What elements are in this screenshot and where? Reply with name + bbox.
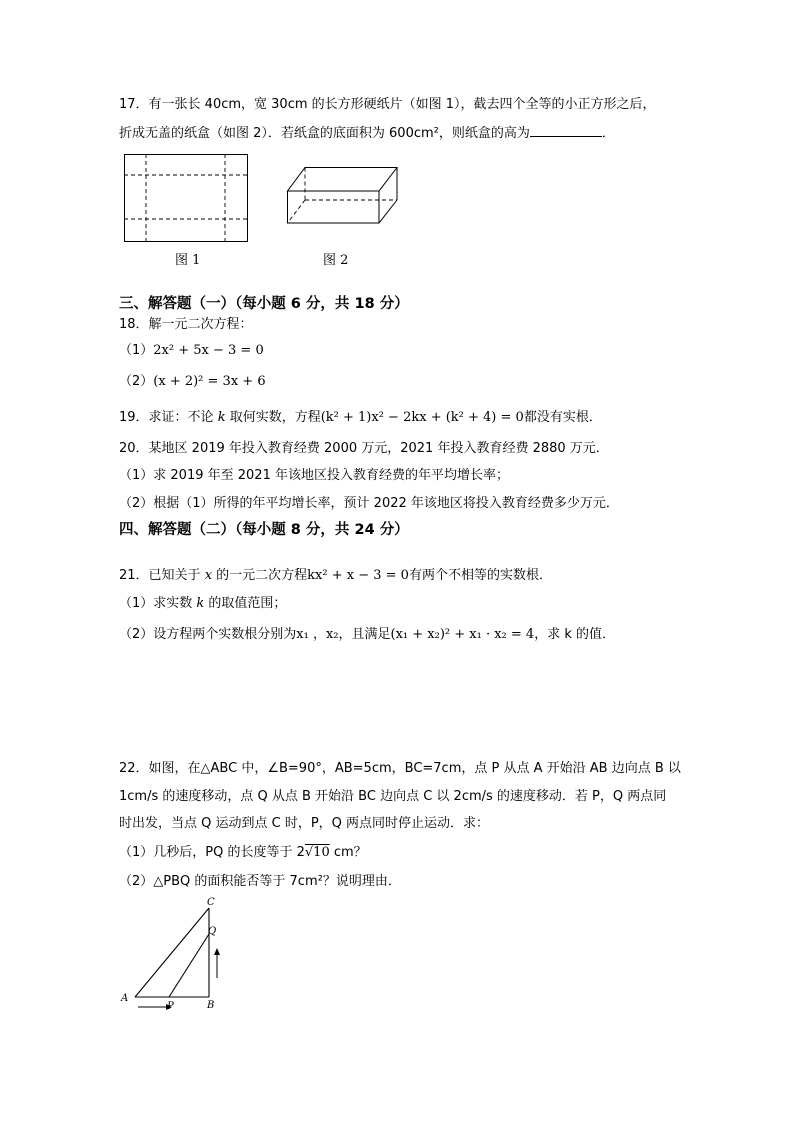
q22-label-Q: Q [208, 926, 217, 937]
q17-line2 [119, 124, 615, 143]
q21-x: x [204, 568, 213, 583]
q21-condition-equation: (x₁ + x₂)² + x₁ · x₂ = 4 [390, 627, 535, 642]
q22-sqrt: √10 [304, 845, 330, 860]
figure-2-caption: 图 2 [323, 253, 349, 268]
section-3-heading: 三、解答题（一）（每小题 6 分，共 18 分） [119, 296, 409, 312]
q22-line2: 1cm/s 的速度移动，点 Q 从点 B 开始沿 BC 边向点 C 以 2cm/s 的速度移动．若 P，Q 两点同 [119, 789, 667, 804]
answer-blank [530, 124, 602, 137]
q19-text [119, 409, 602, 427]
q19-k: k [217, 410, 226, 425]
q21-part1-k: k [196, 596, 205, 611]
q18-part1-equation: 2x² + 5x − 3 = 0 [153, 343, 264, 358]
q21-part1-start: （1）求实数 [119, 596, 197, 611]
q22-triangle-figure [118, 896, 228, 1016]
figure-1-cardboard [124, 154, 248, 242]
q21-part1-end: 的取值范围； [204, 596, 287, 611]
q22-part1-end: cm？ [329, 845, 367, 860]
q22-part2: （2）△PBQ 的面积能否等于 7cm²？说明理由． [119, 874, 401, 889]
q21-stem-end: 有两个不相等的实数根． [408, 568, 552, 583]
q21-part2-middle: ，且满足 [338, 627, 391, 642]
q21-stem [119, 567, 552, 585]
q20-stem: 20．某地区 2019 年投入教育经费 2000 万元，2021 年投入教育经费 2880 万元． [119, 441, 609, 456]
q22-label-C: C [207, 897, 215, 908]
q17-line1: 17．有一张长 40cm，宽 30cm 的长方形硬纸片（如图 1），截去四个全等的小正方形之后， [119, 97, 656, 112]
q21-stem-start: 21．已知关于 [119, 568, 205, 583]
q22-label-P: P [167, 1001, 174, 1012]
q21-stem-middle: 的一元二次方程 [212, 568, 308, 583]
q22-line3: 时出发，当点 Q 运动到点 C 时，P，Q 两点同时停止运动．求： [119, 816, 490, 831]
q18-part1-label: （1） [119, 343, 154, 358]
q20-part1: （1）求 2019 年至 2021 年该地区投入教育经费的年平均增长率； [119, 468, 509, 483]
q22-label-A: A [121, 993, 129, 1004]
q22-part1-start: （1）几秒后，PQ 的长度等于 2 [119, 845, 305, 860]
q19-text-end: 都没有实根． [523, 410, 602, 425]
figure-2-box [287, 167, 399, 225]
q21-part2-end: ，求 k 的值． [534, 627, 615, 642]
q17-line2-end: ． [601, 126, 615, 141]
q22-line1: 22．如图，在△ABC 中，∠B=90°，AB=5cm，BC=7cm，点 P 从点 A 开始沿 AB 边向点 B 以 [119, 761, 681, 776]
q21-part1 [119, 595, 286, 613]
q18-part2 [119, 373, 266, 391]
figure-1-caption: 图 1 [175, 253, 201, 268]
q21-part2-start: （2）设方程两个实数根分别为 [119, 627, 297, 642]
q20-part2: （2）根据（1）所得的年平均增长率，预计 2022 年该地区将投入教育经费多少万元． [119, 496, 619, 511]
q19-text-start: 19．求证：不论 [119, 410, 218, 425]
q21-equation: kx² + x − 3 = 0 [307, 568, 409, 583]
q21-part2 [119, 626, 615, 644]
q18-stem: 18．解一元二次方程： [119, 317, 253, 332]
q18-part2-equation: (x + 2)² = 3x + 6 [153, 374, 266, 389]
q18-part2-label: （2） [119, 374, 154, 389]
q19-text-middle: 取何实数，方程 [225, 410, 321, 425]
q22-part1 [119, 844, 367, 862]
q18-part1 [119, 342, 264, 360]
section-4-heading: 四、解答题（二）（每小题 8 分，共 24 分） [119, 522, 409, 538]
q17-line2-text: 折成无盖的纸盒（如图 2）．若纸盒的底面积为 600cm²，则纸盒的高为 [119, 126, 530, 141]
q19-equation: (k² + 1)x² − 2kx + (k² + 4) = 0 [320, 410, 524, 425]
q22-label-B: B [207, 1000, 215, 1011]
q21-roots: x₁ ，x₂ [296, 627, 339, 642]
